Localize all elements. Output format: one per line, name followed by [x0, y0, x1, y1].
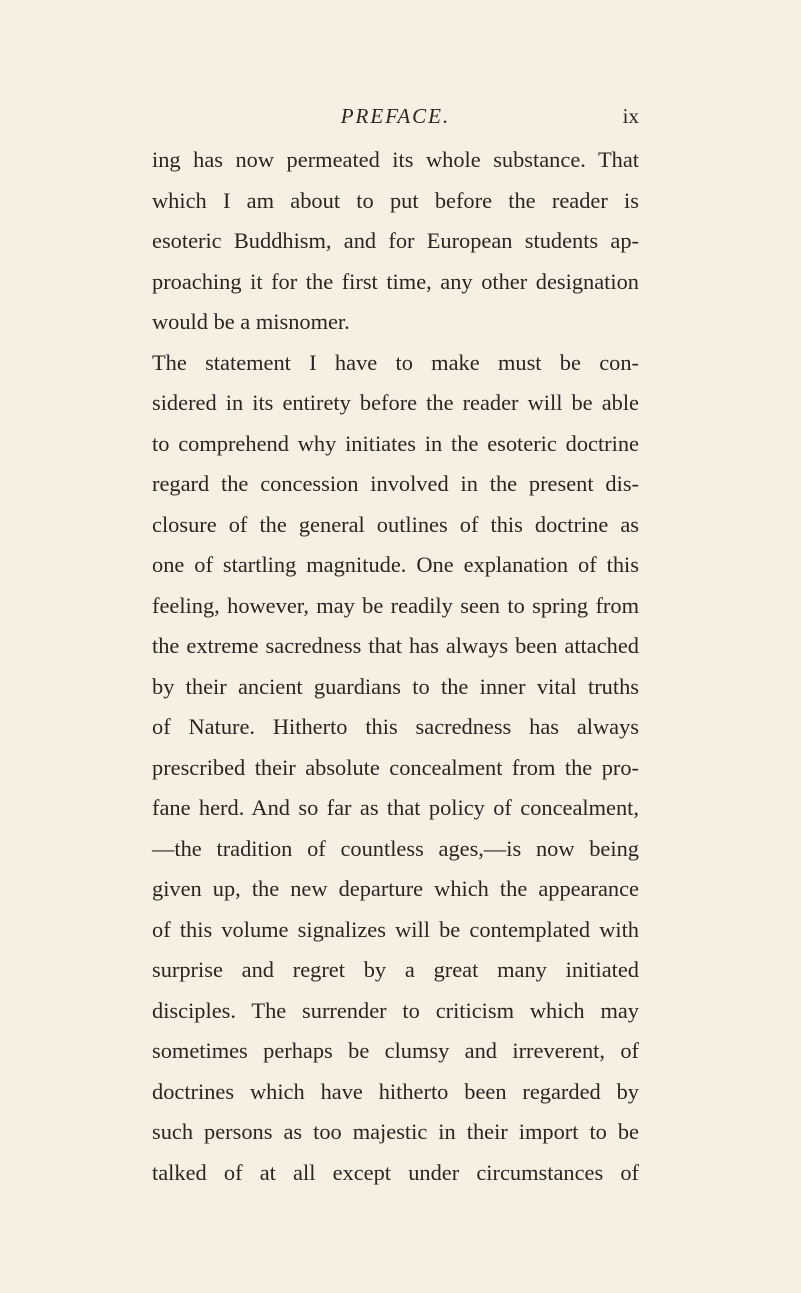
text-line: surprise and regret by a great many initiated: [152, 957, 639, 982]
text-line: of this volume signalizes will be contemplated with: [152, 916, 639, 942]
text-line: —the tradition of countless ages,—is now being: [152, 835, 639, 861]
page-number: ix: [622, 104, 639, 128]
text-line: regard the concession involved in the present dis-: [152, 471, 639, 496]
text-line: prescribed their absolute concealment from the pro-: [152, 754, 639, 780]
text-line: esoteric Buddhism, and for European students ap-: [152, 228, 639, 253]
text-line: doctrines which have hitherto been regarded by: [152, 1078, 639, 1104]
text-line: talked of at all except under circumstances of: [152, 1159, 639, 1185]
text-line: by their ancient guardians to the inner vital truths: [152, 673, 639, 699]
text-line: The statement I have to make must be con-: [152, 349, 639, 375]
text-line: would be a misnomer.: [152, 309, 350, 334]
text-line: to comprehend why initiates in the esoteric doctrine: [152, 430, 639, 456]
text-line: one of startling magnitude. One explanation of this: [152, 552, 639, 577]
body-text: [152, 140, 639, 1193]
text-line: ing has now permeated its whole substance. That: [152, 147, 639, 172]
text-line: which I am about to put before the reader is: [152, 187, 639, 213]
page-header: [152, 104, 639, 134]
text-line: feeling, however, may be readily seen to spring from: [152, 592, 639, 618]
text-line: closure of the general outlines of this doctrine as: [152, 511, 639, 537]
text-line: sometimes perhaps be clumsy and irreverent, of: [152, 1038, 639, 1063]
text-line: given up, the new departure which the appearance: [152, 876, 639, 901]
text-line: the extreme sacredness that has always been attached: [152, 633, 639, 658]
text-line: of Nature. Hitherto this sacredness has always: [152, 714, 639, 739]
text-line: sidered in its entirety before the reader will be able: [152, 390, 639, 415]
text-line: proaching it for the first time, any other designation: [152, 268, 639, 294]
running-title: PREFACE.: [340, 104, 451, 128]
text-line: such persons as too majestic in their import to be: [152, 1119, 639, 1144]
text-line: disciples. The surrender to criticism which may: [152, 997, 639, 1023]
text-line: fane herd. And so far as that policy of concealment,: [152, 795, 639, 820]
